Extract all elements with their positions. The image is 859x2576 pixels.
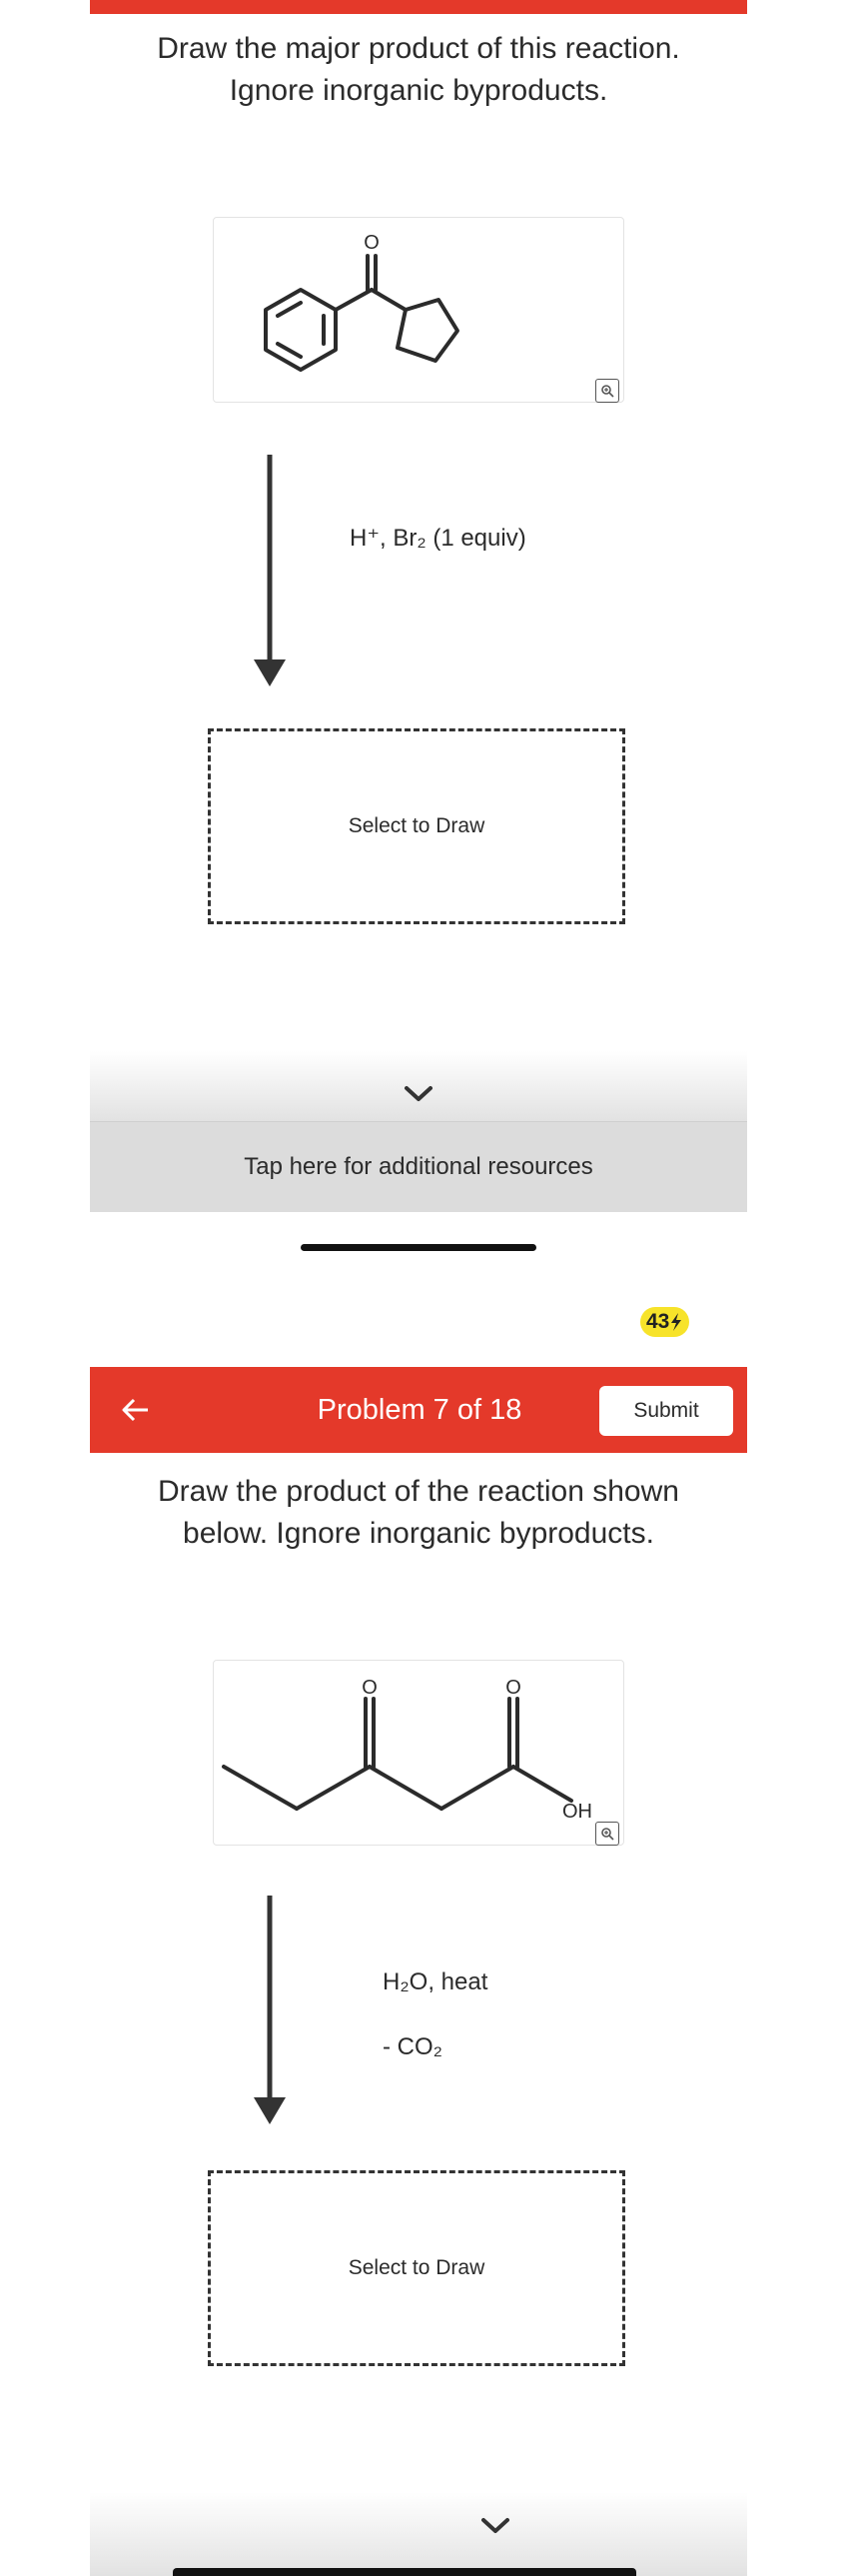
reaction-arrow <box>250 1896 290 2127</box>
bond <box>370 1767 441 1809</box>
reaction-arrow <box>250 455 290 689</box>
back-button[interactable] <box>90 1367 180 1453</box>
chevron-down-icon[interactable] <box>479 2516 511 2536</box>
draw-prompt: Select to Draw <box>348 814 485 837</box>
question-text-2 <box>90 1471 747 1555</box>
question-text-1 <box>90 28 747 112</box>
reagent-label: - CO₂ <box>383 2033 442 2060</box>
resources-label: Tap here for additional resources <box>244 1153 593 1180</box>
select-to-draw-box[interactable] <box>208 2170 625 2366</box>
bond <box>297 1767 370 1809</box>
bond-ring-to-carbonyl <box>336 290 372 310</box>
home-indicator <box>301 1244 536 1251</box>
magnifier-icon <box>600 384 614 398</box>
additional-resources-button[interactable] <box>90 1121 747 1212</box>
bond-to-oh <box>513 1767 571 1801</box>
resources-fade <box>90 1051 747 1121</box>
draw-prompt: Select to Draw <box>348 2256 485 2279</box>
ketone-oxygen-label: O <box>362 1677 378 1699</box>
points-badge <box>640 1307 689 1337</box>
reactant-molecule-drawing <box>214 1661 623 1845</box>
chevron-down-icon[interactable] <box>403 1084 434 1104</box>
benzene-double-bond <box>278 344 301 357</box>
zoom-icon[interactable] <box>595 1822 619 1846</box>
bond <box>441 1767 513 1809</box>
benzene-double-bond <box>278 303 301 316</box>
cyclopentane-ring <box>398 300 457 361</box>
question-line: below. Ignore inorganic byproducts. <box>183 1517 654 1550</box>
reactant-structure-box <box>213 217 624 403</box>
problem-header <box>90 1367 747 1453</box>
reactant-molecule-drawing <box>214 218 623 402</box>
zoom-icon[interactable] <box>595 379 619 403</box>
hydroxyl-label: OH <box>562 1801 592 1823</box>
top-accent-bar <box>90 0 747 14</box>
oxygen-label: O <box>364 232 380 254</box>
question-line: Draw the product of the reaction shown <box>158 1475 679 1508</box>
problem-title: Problem 7 of 18 <box>317 1393 522 1426</box>
reagent-label: H₂O, heat <box>383 1968 488 1995</box>
bond <box>224 1767 297 1809</box>
submit-button[interactable]: Submit <box>599 1386 733 1436</box>
resources-fade <box>90 2492 747 2576</box>
reagent-label: H⁺, Br₂ (1 equiv) <box>350 525 526 552</box>
reactant-structure-box <box>213 1660 624 1846</box>
question-line: Draw the major product of this reaction. <box>157 32 680 65</box>
select-to-draw-box[interactable] <box>208 728 625 924</box>
points-value: 43 <box>646 1310 670 1333</box>
acid-oxygen-label: O <box>505 1677 521 1699</box>
bond-carbonyl-to-cyclopentyl <box>372 290 406 310</box>
back-arrow-icon <box>120 1397 150 1423</box>
home-indicator <box>173 2568 636 2576</box>
lightning-icon <box>669 1312 683 1332</box>
question-line: Ignore inorganic byproducts. <box>229 74 608 107</box>
magnifier-icon <box>600 1827 614 1841</box>
